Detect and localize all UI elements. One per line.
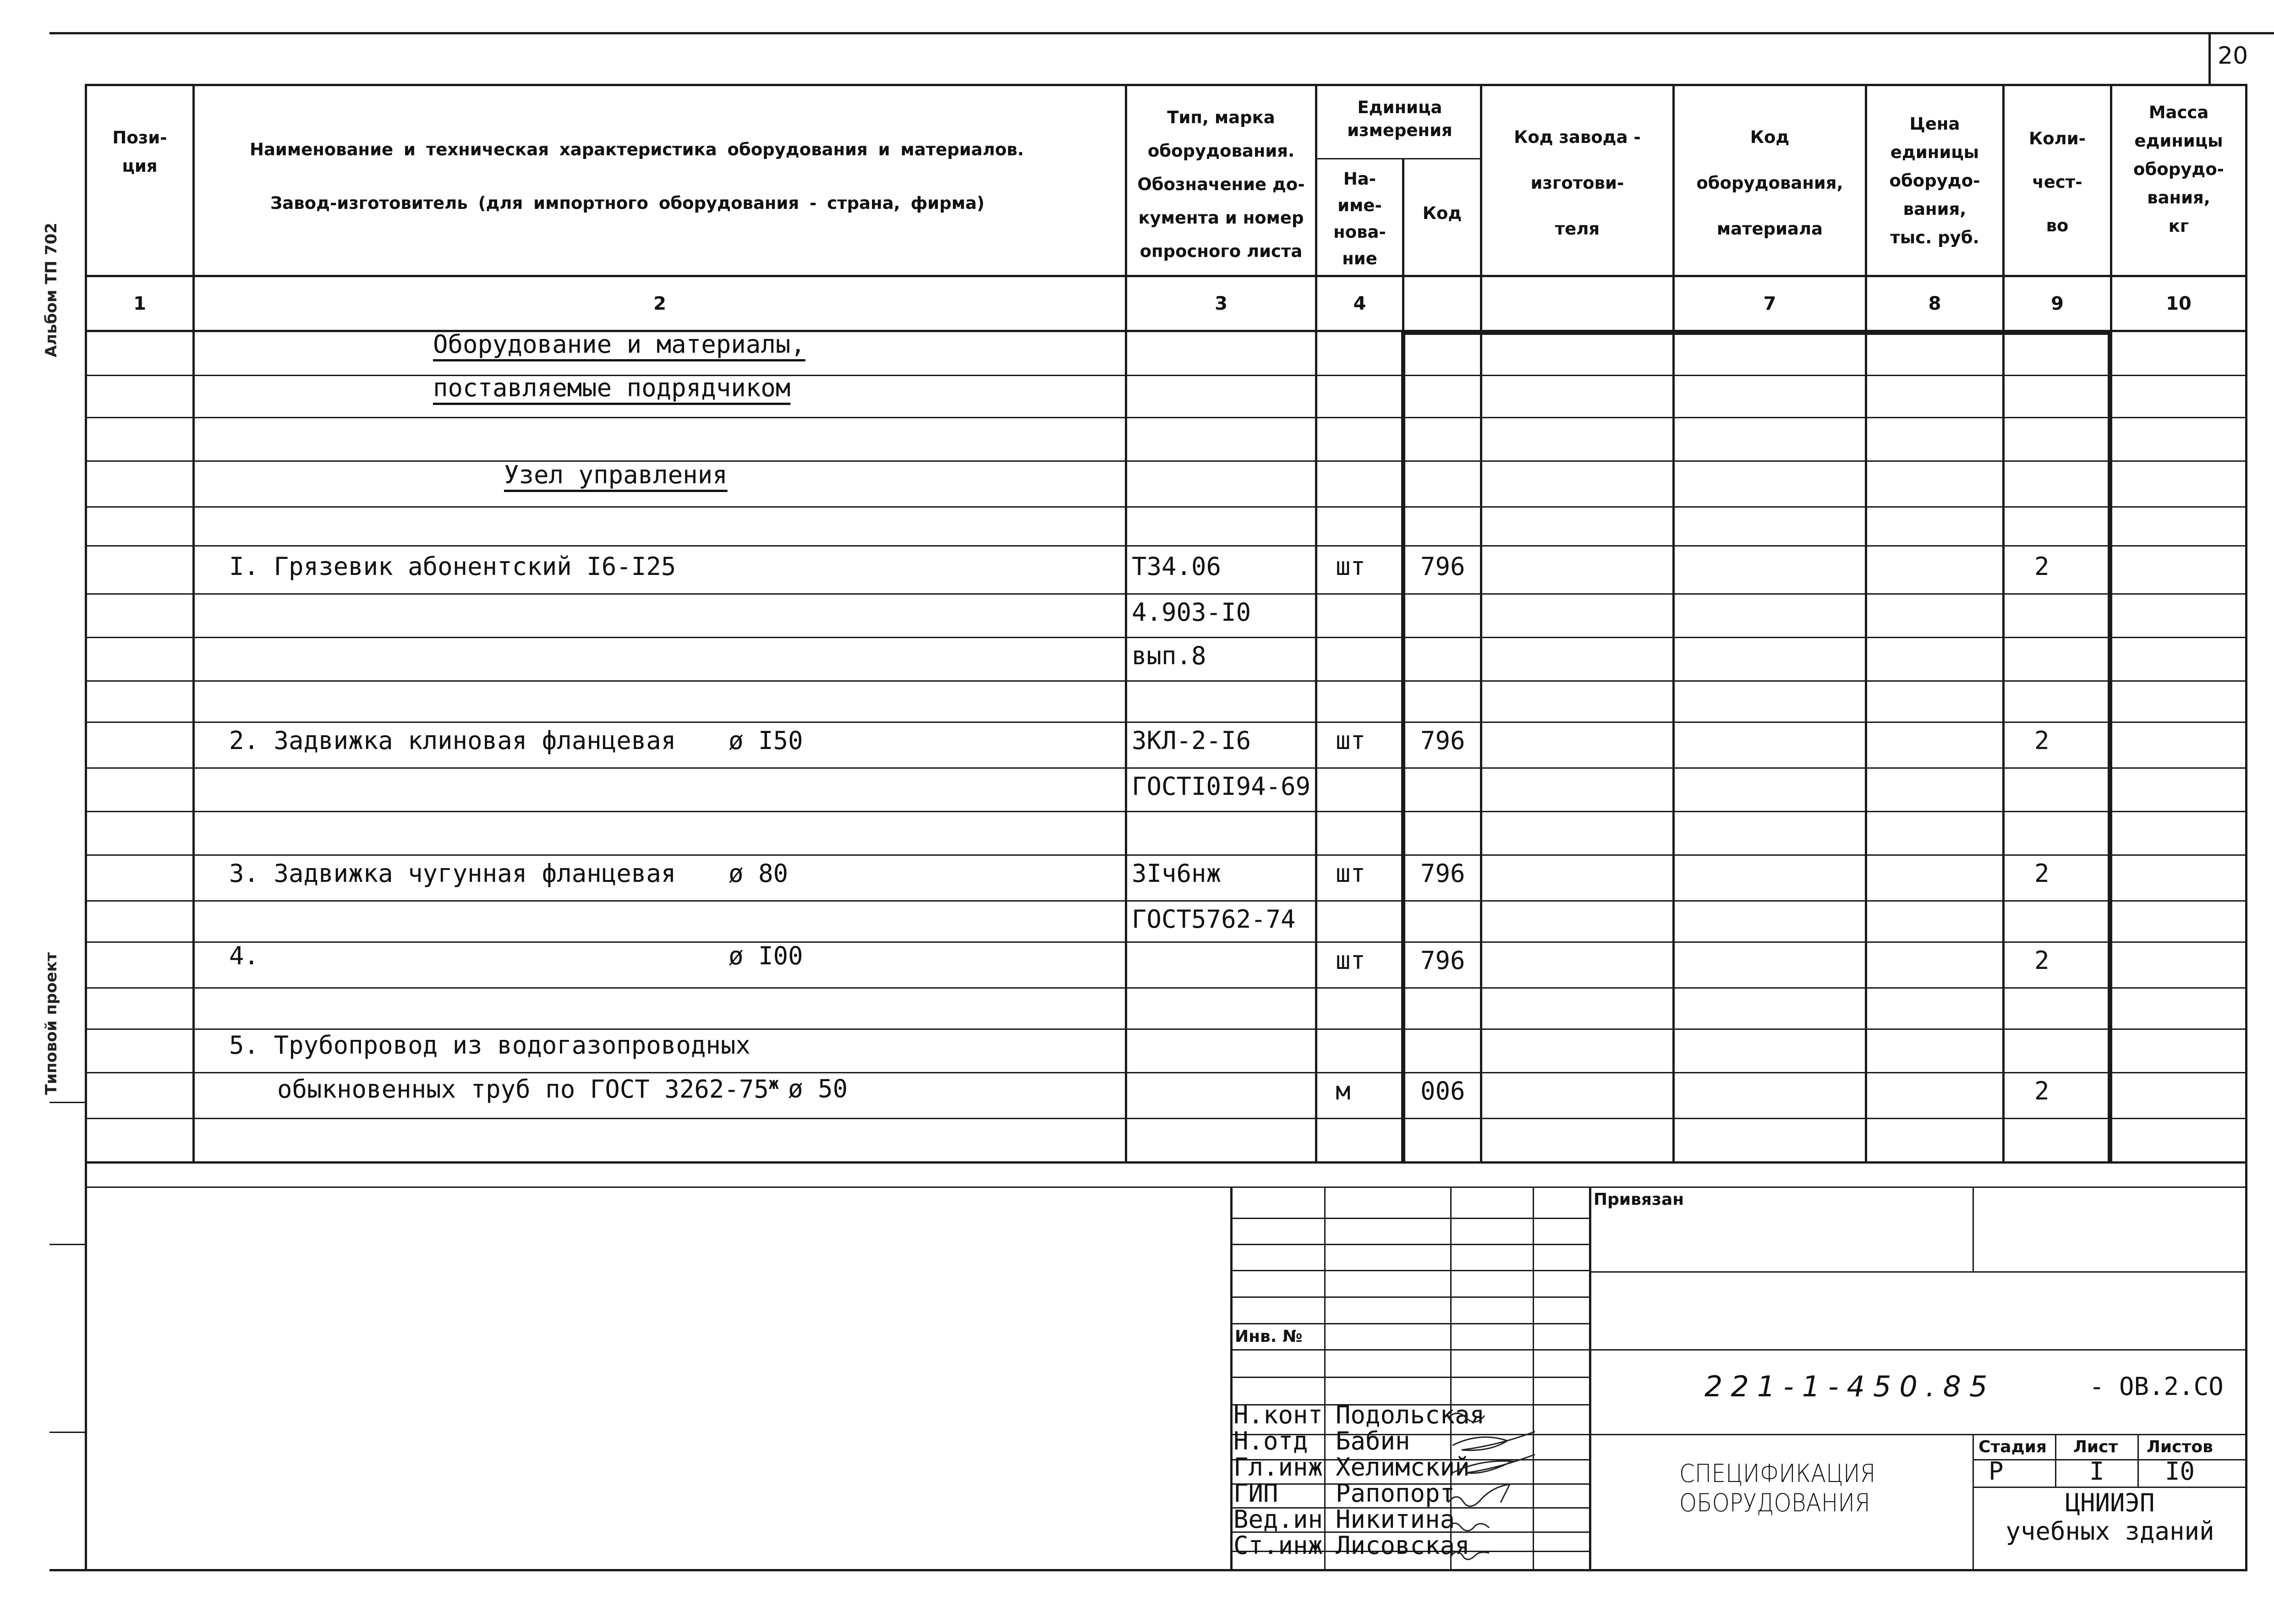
stamp-row <box>1230 1270 1590 1271</box>
item-3-name: 3. Задвижка чугунная фланцевая <box>229 859 676 888</box>
frame-right <box>2245 84 2247 1570</box>
item-1-name: I. Грязевик абонентский I6-I25 <box>229 552 676 581</box>
item-2-dia: ø I50 <box>729 726 803 755</box>
item-5-superscript: ж <box>768 1074 779 1093</box>
bold-frame-left <box>1401 331 1405 1163</box>
item-1-type-2: 4.903-I0 <box>1132 598 1251 627</box>
row-line <box>85 506 2247 508</box>
stamp-role: Вед.ин <box>1233 1505 1323 1534</box>
col-number-2: 2 <box>653 293 666 314</box>
side-label-bottom: Типовой проект <box>42 952 60 1095</box>
header-unit-name: На- име- нова- ние <box>1333 169 1386 268</box>
item-3-type-2: ГОСТ5762-74 <box>1132 905 1296 934</box>
top-rule <box>49 32 2274 34</box>
stamp-row <box>1230 1244 1590 1245</box>
stamp-doc-number: 221-1-450.85 <box>1704 1370 1996 1403</box>
stamp-role: Н.конт <box>1233 1400 1323 1429</box>
item-1-type: Т34.06 <box>1132 552 1222 581</box>
stamp-inv-no: Инв. № <box>1235 1327 1303 1346</box>
col-number-1: 1 <box>133 293 146 314</box>
col-number-9: 9 <box>2051 293 2064 314</box>
row-line <box>85 900 2247 902</box>
header-mass: Масса единицы оборудо- вания, кг <box>2133 103 2224 236</box>
stamp-row <box>1230 1296 1590 1298</box>
stamp-name: Хелимский <box>1336 1453 1470 1482</box>
stamp-right-line <box>2055 1434 2056 1488</box>
bold-frame-top <box>1401 331 2111 335</box>
col-number-4: 4 <box>1353 293 1366 314</box>
row-line <box>85 375 2247 376</box>
header-qty: Коли- чест- во <box>2028 129 2086 235</box>
row-line <box>85 1072 2247 1073</box>
item-2-type-2: ГОСТI0I94-69 <box>1132 772 1311 801</box>
item-5-unit: м <box>1336 1077 1351 1105</box>
col-number-8: 8 <box>1928 293 1941 314</box>
col-number-3: 3 <box>1215 293 1227 314</box>
stamp-name: Лисовская <box>1336 1531 1470 1560</box>
stamp-row <box>1230 1218 1590 1219</box>
row-line <box>85 722 2247 723</box>
margin-tick <box>49 1102 86 1103</box>
subsection-title: Узел управления <box>504 460 728 489</box>
row-line <box>85 987 2247 989</box>
stamp-right-line <box>1973 1187 1974 1273</box>
item-5-dia: ø 50 <box>788 1074 848 1103</box>
section-title-line2: поставляемые подрядчиком <box>433 373 791 402</box>
item-3-unit: шт <box>1336 859 1366 888</box>
stamp-right-line <box>1590 1349 2247 1351</box>
unit-group-divider <box>1315 158 1481 159</box>
item-2-type: ЗКЛ-2-I6 <box>1132 726 1251 755</box>
row-line <box>85 593 2247 595</box>
stamp-right-line <box>1973 1487 2247 1488</box>
item-3-code: 796 <box>1420 859 1465 888</box>
stamp-role: ГИП <box>1233 1479 1278 1508</box>
item-3-qty: 2 <box>2034 859 2049 888</box>
item-4-qty: 2 <box>2034 946 2049 975</box>
row-line <box>85 545 2247 547</box>
row-line <box>85 941 2247 943</box>
row-line <box>85 854 2247 856</box>
header-material-code: Код оборудования, материала <box>1696 127 1843 239</box>
stamp-sheet-label: Лист <box>2073 1438 2118 1456</box>
row-line <box>85 1118 2247 1119</box>
col-line <box>192 84 195 1163</box>
stamp-role: Ст.инж <box>1233 1531 1323 1560</box>
item-5-name: 5. Трубопровод из водогазопроводных <box>229 1031 751 1060</box>
item-4-dia: ø I00 <box>729 941 803 970</box>
signature-marks <box>1443 1400 1562 1569</box>
margin-tick <box>49 1432 86 1433</box>
margin-tick <box>49 1244 86 1245</box>
header-col-name-line2: Завод-изготовитель (для импортного оборудования - страна, фирма) <box>270 193 985 213</box>
col-number-10: 10 <box>2166 293 2192 314</box>
header-factory-code: Код завода - изготови- теля <box>1514 127 1641 239</box>
item-4-unit: шт <box>1336 946 1366 975</box>
item-5-name-2: обыкновенных труб по ГОСТ $3262-75^ж$ <box>277 1074 779 1104</box>
stamp-stage: Р <box>1989 1457 2004 1486</box>
stamp-name: Рапопорт <box>1336 1479 1455 1508</box>
header-price: Цена единицы оборудо- вания, тыс. руб. <box>1889 114 1980 247</box>
stamp-row <box>1230 1349 1590 1351</box>
table-rule <box>85 1187 2247 1188</box>
col-number-7: 7 <box>1763 293 1776 314</box>
sheet-number: 20 <box>2218 42 2248 70</box>
row-line <box>85 637 2247 638</box>
header-unit-group: Единица измерения <box>1347 98 1452 140</box>
item-1-code: 796 <box>1420 552 1465 581</box>
stamp-sheet: I <box>2089 1457 2104 1486</box>
stamp-role: Н.отд <box>1233 1427 1308 1455</box>
stamp-right-line <box>1973 1459 2247 1460</box>
stamp-row <box>1230 1323 1590 1324</box>
bold-frame-right <box>2108 331 2112 1163</box>
row-line <box>85 460 2247 462</box>
frame-top <box>85 84 2247 86</box>
stamp-doc-suffix: - ОВ.2.СО <box>2089 1372 2224 1401</box>
stamp-role: Гл.инж <box>1233 1453 1323 1482</box>
sheet-box-left <box>2208 32 2211 85</box>
item-2-unit: шт <box>1336 726 1366 755</box>
item-1-qty: 2 <box>2034 552 2049 581</box>
item-1-unit: шт <box>1336 552 1366 581</box>
item-2-code: 796 <box>1420 726 1465 755</box>
row-line <box>85 417 2247 418</box>
stamp-right-line <box>1590 1271 2247 1273</box>
stamp-privyazan: Привязан <box>1594 1190 1684 1209</box>
item-3-type: 3Iч6нж <box>1132 859 1222 888</box>
stamp-right-line <box>2137 1434 2139 1488</box>
row-line <box>85 767 2247 769</box>
stamp-row <box>1230 1377 1590 1378</box>
item-1-type-3: вып.8 <box>1132 641 1206 670</box>
stamp-name: Бабин <box>1336 1427 1410 1455</box>
stamp-name: Никитина <box>1336 1505 1455 1534</box>
stamp-right-line <box>1973 1434 1974 1570</box>
stamp-stage-label: Стадия <box>1978 1438 2047 1456</box>
stamp-name: Подольская <box>1336 1400 1485 1429</box>
stamp-roles <box>1233 1402 1323 1558</box>
header-col-name-line1: Наименование и техническая характеристика оборудования и материалов. <box>250 140 1024 159</box>
item-5-qty: 2 <box>2034 1077 2049 1105</box>
item-3-dia: ø 80 <box>729 859 789 888</box>
item-2-qty: 2 <box>2034 726 2049 755</box>
row-line <box>85 680 2247 682</box>
row-line <box>85 1028 2247 1030</box>
item-4-name: 4. <box>229 941 259 970</box>
stamp-title: СПЕЦИФИКАЦИЯ ОБОРУДОВАНИЯ <box>1679 1459 1876 1517</box>
stamp-sheets-label: Листов <box>2147 1438 2213 1456</box>
table-bottom <box>85 1161 2247 1164</box>
header-col-position: Пози- ция <box>112 128 167 176</box>
header-unit-code: Код <box>1422 203 1462 223</box>
item-2-name: 2. Задвижка клиновая фланцевая <box>229 726 676 755</box>
header-bottom <box>85 275 2247 277</box>
stamp-sheets: I0 <box>2165 1457 2195 1486</box>
side-label-top: Альбом ТП 702 <box>42 223 60 357</box>
stamp-org: ЦНИИЭП учебных зданий <box>2006 1488 2214 1546</box>
stamp-right-line <box>1590 1434 2247 1435</box>
frame-bottom <box>49 1569 2247 1571</box>
header-col-type: Тип, марка оборудования. Обозначение до- кумента и номер опросного листа <box>1137 108 1305 261</box>
row-line <box>85 811 2247 812</box>
item-4-code: 796 <box>1420 946 1465 975</box>
section-title-line1: Оборудование и материалы, <box>433 330 805 359</box>
item-5-code: 006 <box>1420 1077 1465 1105</box>
